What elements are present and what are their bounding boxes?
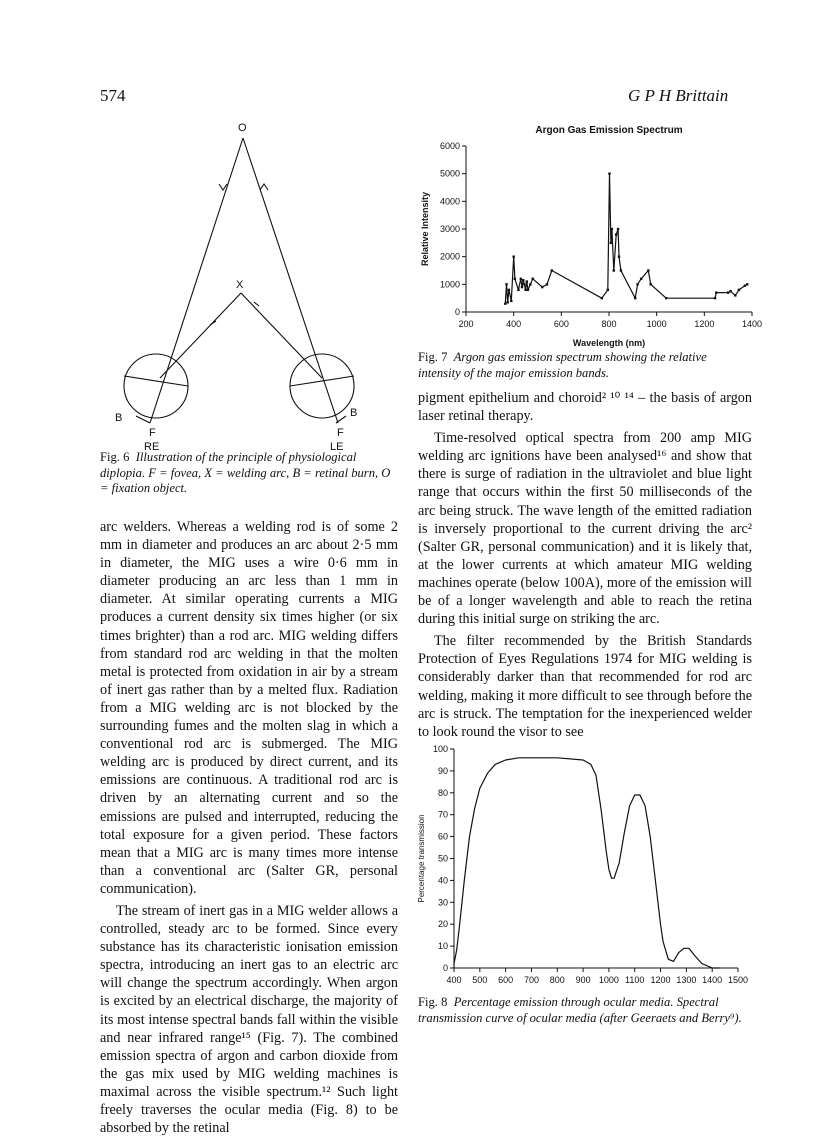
y-tick-label: 30 — [437, 897, 448, 908]
data-point — [729, 290, 731, 292]
right-paragraph-2: Time-resolved optical spectra from 200 amp MIG welding arc ignitions have been analysed¹⁶ and show that there is surge of radiation in the ultraviolet and blue light range that occurs within the first 50 milliseconds of the arc being struck. The wave length of the emitted radiation is inversely proportional to the current driving the arc² (Salter GR, personal communication) and it is likely that, at the lower currents at which amateur MIG welding machines operate (below 100A), more of the emission will be of a longer wavelength and able to reach the retina during this initial surge on striking the arc. — [418, 430, 752, 628]
data-point — [526, 280, 528, 282]
label-re: RE — [144, 441, 160, 453]
x-tick-label: 1000 — [598, 975, 619, 985]
line-o-to-re — [150, 138, 243, 423]
data-point — [738, 289, 740, 291]
data-point — [715, 291, 717, 293]
x-tick-label: 500 — [472, 975, 488, 985]
fig6-caption-text: Illustration of the principle of physiological diplopia. F = fovea, X = welding arc, B = retinal burn, O = fixation object. — [100, 450, 391, 495]
tick-right-ray — [254, 302, 259, 306]
x-tick-label: 1400 — [741, 319, 762, 329]
y-axis-label: Relative Intensity — [420, 191, 430, 267]
data-point — [527, 289, 529, 291]
data-point — [551, 269, 553, 271]
y-tick-label: 60 — [437, 831, 448, 842]
data-point — [610, 242, 612, 244]
line-x-to-re — [160, 293, 241, 378]
x-tick-label: 1200 — [694, 319, 715, 329]
data-point — [746, 283, 748, 285]
data-point — [647, 269, 649, 271]
y-tick-label: 20 — [437, 919, 448, 930]
x-tick-label: 1100 — [625, 975, 645, 985]
data-point — [541, 286, 543, 288]
y-tick-label: 100 — [432, 744, 448, 754]
label-f-left: F — [149, 427, 156, 439]
x-tick-label: 800 — [549, 975, 565, 985]
line-x-to-le — [241, 293, 322, 378]
data-point — [640, 278, 642, 280]
data-point — [620, 269, 622, 271]
series-line — [505, 174, 747, 304]
left-paragraph-2: The stream of inert gas in a MIG welder allows a controlled, steady arc to be formed. Since every substance has its characteristic ionisation emission spectra, introducing an inert gas to an electric arc will change the spectrum accordingly. When argon is excited by an electrical discharge, the majority of its most intense spectral bands fall within the visible and near infrared range¹⁵ (Fig. 7). The combined emission spectra of argon and carbon dioxide from the gas mix used by MIG welding machines is maximal across the visible spectrum.¹² Such light freely traverses the ocular media (Fig. 8) to be absorbed by the retinal — [100, 902, 398, 1137]
fig8-transmission-chart — [412, 740, 762, 992]
y-tick-label: 3000 — [439, 224, 460, 234]
x-tick-label: 1000 — [646, 319, 667, 329]
x-tick-label: 400 — [506, 319, 522, 329]
y-tick-label: 2000 — [439, 251, 460, 262]
page-number: 574 — [100, 86, 126, 105]
right-paragraph-1: pigment epithelium and choroid² ¹⁰ ¹⁴ – the basis of argon laser retinal therapy. — [418, 390, 752, 425]
y-tick-label: 1000 — [439, 279, 460, 290]
y-tick-label: 90 — [437, 765, 448, 776]
label-le: LE — [330, 441, 344, 453]
data-point — [529, 283, 531, 285]
right-text-column — [418, 389, 752, 745]
data-point — [507, 301, 509, 303]
y-tick-label: 70 — [437, 809, 448, 820]
label-b-right: B — [350, 407, 358, 419]
data-point — [520, 278, 522, 280]
fig8-caption-label: Fig. 8 — [418, 995, 448, 1009]
data-point — [508, 289, 510, 291]
x-axis-label: Wavelength (nm) — [572, 338, 646, 348]
data-point — [505, 283, 507, 285]
fig8-caption — [418, 995, 752, 1026]
data-point — [608, 172, 610, 174]
y-tick-label: 0 — [454, 307, 460, 317]
x-tick-label: 1500 — [727, 975, 749, 985]
data-point — [524, 289, 526, 291]
x-tick-label: 600 — [553, 319, 569, 329]
x-tick-label: 900 — [575, 975, 591, 985]
y-tick-label: 50 — [437, 853, 448, 864]
data-point — [613, 269, 615, 271]
y-tick-label: 4000 — [439, 196, 460, 207]
data-point — [601, 297, 603, 299]
data-point — [510, 300, 512, 302]
y-tick-label: 10 — [437, 941, 448, 952]
data-point — [734, 294, 736, 296]
x-tick-label: 1400 — [702, 975, 723, 985]
x-tick-label: 800 — [601, 319, 617, 329]
fig6-caption-label: Fig. 6 — [100, 450, 130, 464]
fig7-caption-label: Fig. 7 — [418, 350, 448, 364]
x-tick-label: 1300 — [676, 975, 697, 985]
fig6-diplopia-diagram — [110, 118, 400, 456]
data-point — [546, 283, 548, 285]
data-point — [634, 297, 636, 299]
data-point — [611, 228, 613, 230]
x-tick-label: 700 — [523, 975, 539, 985]
data-point — [744, 285, 746, 287]
x-tick-label: 600 — [498, 975, 514, 985]
fig6-caption — [100, 450, 396, 497]
data-point — [618, 255, 620, 257]
series-line — [454, 758, 720, 968]
data-point — [665, 297, 667, 299]
data-point — [727, 291, 729, 293]
data-point — [615, 233, 617, 235]
y-axis-label: Percentage transmission — [417, 814, 426, 903]
data-point — [512, 255, 514, 257]
x-tick-label: 400 — [446, 975, 462, 985]
x-tick-label: 1200 — [650, 975, 671, 985]
fig8-caption-text: Percentage emission through ocular media. Spectral transmission curve of ocular media (after Geeraets and Berry⁹). — [418, 995, 742, 1025]
x-tick-label: 200 — [458, 319, 474, 329]
data-point — [521, 286, 523, 288]
data-point — [504, 303, 506, 305]
data-point — [714, 297, 716, 299]
data-point — [523, 283, 525, 285]
data-point — [617, 228, 619, 230]
y-tick-label: 40 — [437, 875, 448, 886]
y-tick-label: 5000 — [439, 168, 460, 179]
chart-title: Argon Gas Emission Spectrum — [535, 125, 683, 136]
right-eye-circle — [124, 354, 188, 418]
data-point — [532, 278, 534, 280]
arrow-right-ray — [260, 184, 268, 190]
y-tick-label: 0 — [442, 963, 448, 973]
data-point — [650, 283, 652, 285]
right-paragraph-3: The filter recommended by the British Standards Protection of Eyes Regulations 1974 for MIG welding is considerably darker than that recommended for rod arc welding, making it more difficult to see through before the arc is struck. The temptation for the inexperienced welder to look round the visor to see — [418, 633, 752, 740]
left-paragraph-1: arc welders. Whereas a welding rod is of some 2 mm in diameter and produces an arc about 2·5 mm in diameter, the MIG uses a wire 0·6 mm in diameter producing an arc less than 1 mm in diameter. At similar operating currents a MIG produces a current density six times higher (or six times brighter) than a rod arc. MIG welding differs from standard rod arc welding in that the molten metal is protected from oxidation in air by a stream of inert gas rather than by a melted flux. Radiation from a MIG welding arc is not blocked by the surrounding fumes and the molten slag in which a conventional rod arc is submerged. The MIG welding arc is produced by direct current, and its emissions are continuous. A traditional rod arc is driven by an alternating current and so the emissions are pulsed and interrupted, reducing the total exposure for a given period. These factors mean that a MIG arc is many times more intense than a conventional arc (Salter GR, personal communication). — [100, 519, 398, 897]
data-point — [514, 278, 516, 280]
data-point — [636, 283, 638, 285]
fig7-caption — [418, 350, 748, 381]
y-tick-label: 6000 — [439, 141, 460, 151]
label-f-right: F — [337, 427, 344, 439]
left-eye-burn-line — [336, 416, 346, 423]
fig7-caption-text: Argon gas emission spectrum showing the relative intensity of the major emission bands. — [418, 350, 707, 380]
label-o: O — [238, 122, 247, 134]
left-text-column — [100, 518, 398, 1141]
label-x: X — [236, 279, 244, 291]
label-b-left: B — [115, 412, 123, 424]
left-eye-circle — [290, 354, 354, 418]
y-tick-label: 80 — [437, 787, 448, 798]
running-header-author: G P H Brittain — [628, 86, 729, 105]
data-point — [517, 289, 519, 291]
data-point — [522, 279, 524, 281]
right-eye-lens-line — [124, 376, 188, 386]
fig7-argon-spectrum-chart — [412, 118, 762, 350]
data-point — [607, 289, 609, 291]
